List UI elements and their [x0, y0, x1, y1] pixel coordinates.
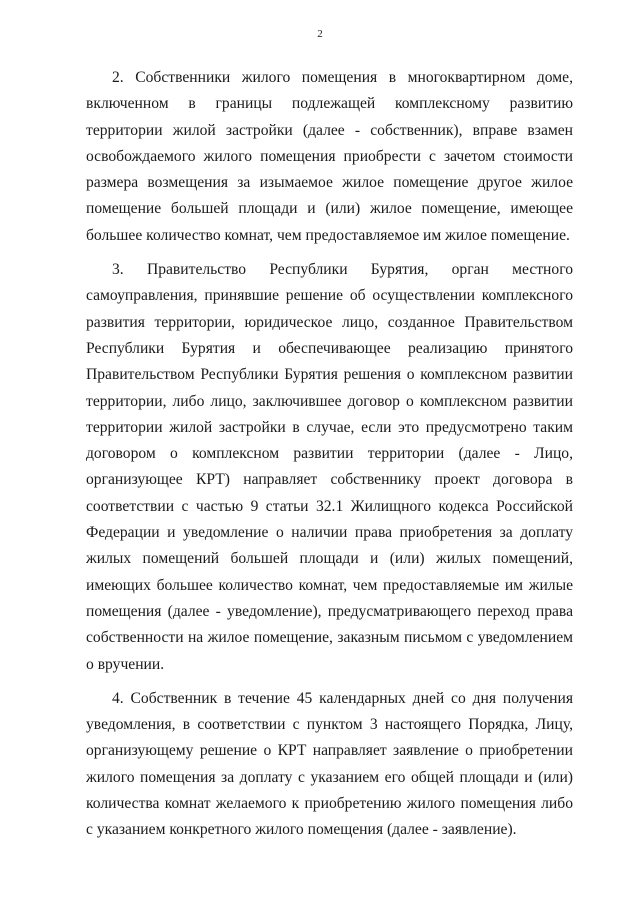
- paragraph-4: 4. Собственник в течение 45 календарных дней со дня получения уведомления, в соответствии с пунктом 3 настоящего Порядка, Лицу, организующему решение о КРТ направляет заявление о приобретении жилого помещения за доплату с указанием его общей площади и (или) количества комнат желаемого к приобретению жилого помещения либо с указанием конкретного жилого помещения (далее - заявление).: [86, 689, 573, 839]
- page-number: 2: [317, 28, 323, 40]
- document-body: [86, 65, 573, 852]
- paragraph-3: 3. Правительство Республики Бурятия, орган местного самоуправления, принявшие решение об осуществлении комплексного развития территории, юридическое лицо, созданное Правительством Республики Бурятия и обеспечивающее реализацию принятого Правительством Республики Бурятия решения о комплексном развитии территории, либо лицо, заключившее договор о комплексном развитии территории жилой застройки в случае, если это предусмотрено таким договором о комплексном развитии территории (далее - Лицо, организующее КРТ) направляет собственнику проект договора в соответствии с частью 9 статьи 32.1 Жилищного кодекса Российской Федерации и уведомление о наличии права приобретения за доплату жилых помещений большей площади и (или) жилых помещений, имеющих большее количество комнат, чем предоставляемые им жилые помещения (далее - уведомление), предусматривающего переход права собственности на жилое помещение, заказным письмом с уведомлением о вручении.: [86, 261, 573, 673]
- paragraph-2: 2. Собственники жилого помещения в многоквартирном доме, включенном в границы подлежащей комплексному развитию территории жилой застройки (далее - собственник), вправе взамен освобождаемого жилого помещения приобрести с зачетом стоимости размера возмещения за изымаемое жилое помещение другое жилое помещение большей площади и (или) жилое помещение, имеющее большее количество комнат, чем предоставляемое им жилое помещение.: [86, 69, 573, 244]
